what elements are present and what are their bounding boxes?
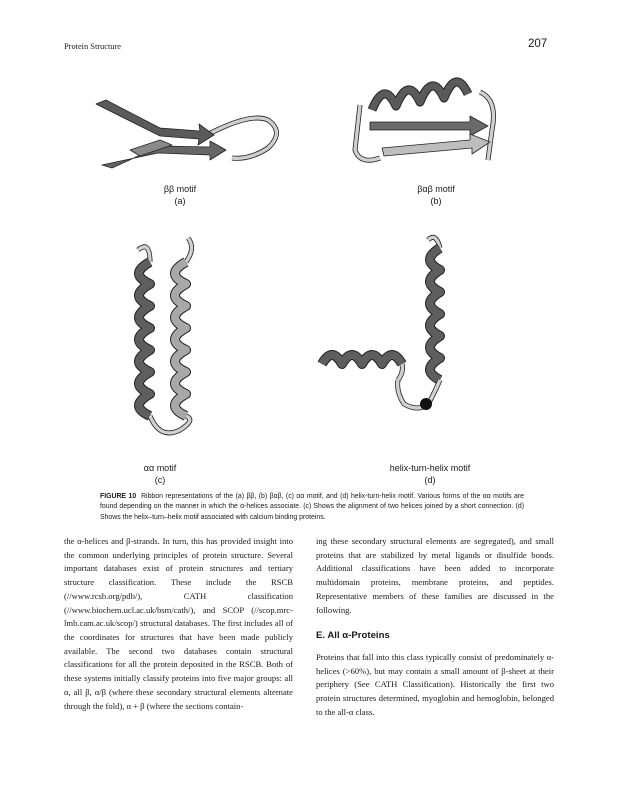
panel-c-title: αα motif: [143, 463, 177, 473]
panel-c-letter: (c): [154, 475, 166, 485]
panel-d-caption: [360, 462, 500, 486]
left-column: [64, 535, 293, 713]
right-paragraph: ing these secondary structural elements are segregated), and small proteins that are stabilized by metal ligands or disulfide bonds. Additional classifications have been added to incorporate multidomain proteins, membrane proteins, and peptides. Representative members of these families are discussed in the following.: [316, 536, 554, 615]
panel-a-letter: (a): [174, 196, 186, 206]
panel-b-title: βαβ motif: [417, 184, 455, 194]
page-number: 207: [528, 38, 548, 50]
figure-label: FIGURE 10: [100, 493, 137, 500]
figure-caption-text: Ribbon representations of the (a) ββ, (b) βαβ, (c) αα motif, and (d) helix-turn-helix motif. Various forms of the αα motifs are found depending on the manner in which the α-helices associate. (c) Shows the alignment of two helices joined by a short connection. (d) Shows the helix–turn–helix motif associated with calcium binding proteins.: [100, 493, 524, 521]
right-column: [316, 535, 554, 720]
panel-d-letter: (d): [424, 475, 436, 485]
figure-caption: [100, 492, 524, 523]
panel-d-title: helix-turn-helix motif: [389, 463, 471, 473]
section-paragraph: Proteins that fall into this class typically consist of predominately α-helices (>60%), but may contain a small amount of β-sheet at their periphery (See CATH Classification). Historically the first two protein structures determined, myoglobin and hemoglobin, belonged to the all-α class.: [316, 652, 554, 717]
left-paragraph: the α-helices and β-strands. In turn, this has provided insight into the common underlying principles of protein structure. Several important databases exist of protein structures and tertiary structure classification. These include the RSCB (//www.rcsb.org/pdb/), CATH classification (//www.biochem.ucl.ac.uk/bsm/cath/), and SCOP (//scop.mrc-lmb.cam.ac.uk/scop/) structural databases. The first includes all of the coordinates for structures that have been made publicly available. The second two databases contain structural classifications for all the protein deposited in the RSCB. Both of these systems initially classify proteins into five major groups: all α, all β, α/β (where these secondary structural elements alternate through the fold), α + β (where the sections contain-: [64, 536, 293, 711]
panel-b-letter: (b): [430, 196, 442, 206]
panel-a-title: ββ motif: [163, 184, 197, 194]
section-heading: E. All α-Proteins: [316, 630, 390, 642]
running-head: Protein Structure: [64, 42, 121, 51]
